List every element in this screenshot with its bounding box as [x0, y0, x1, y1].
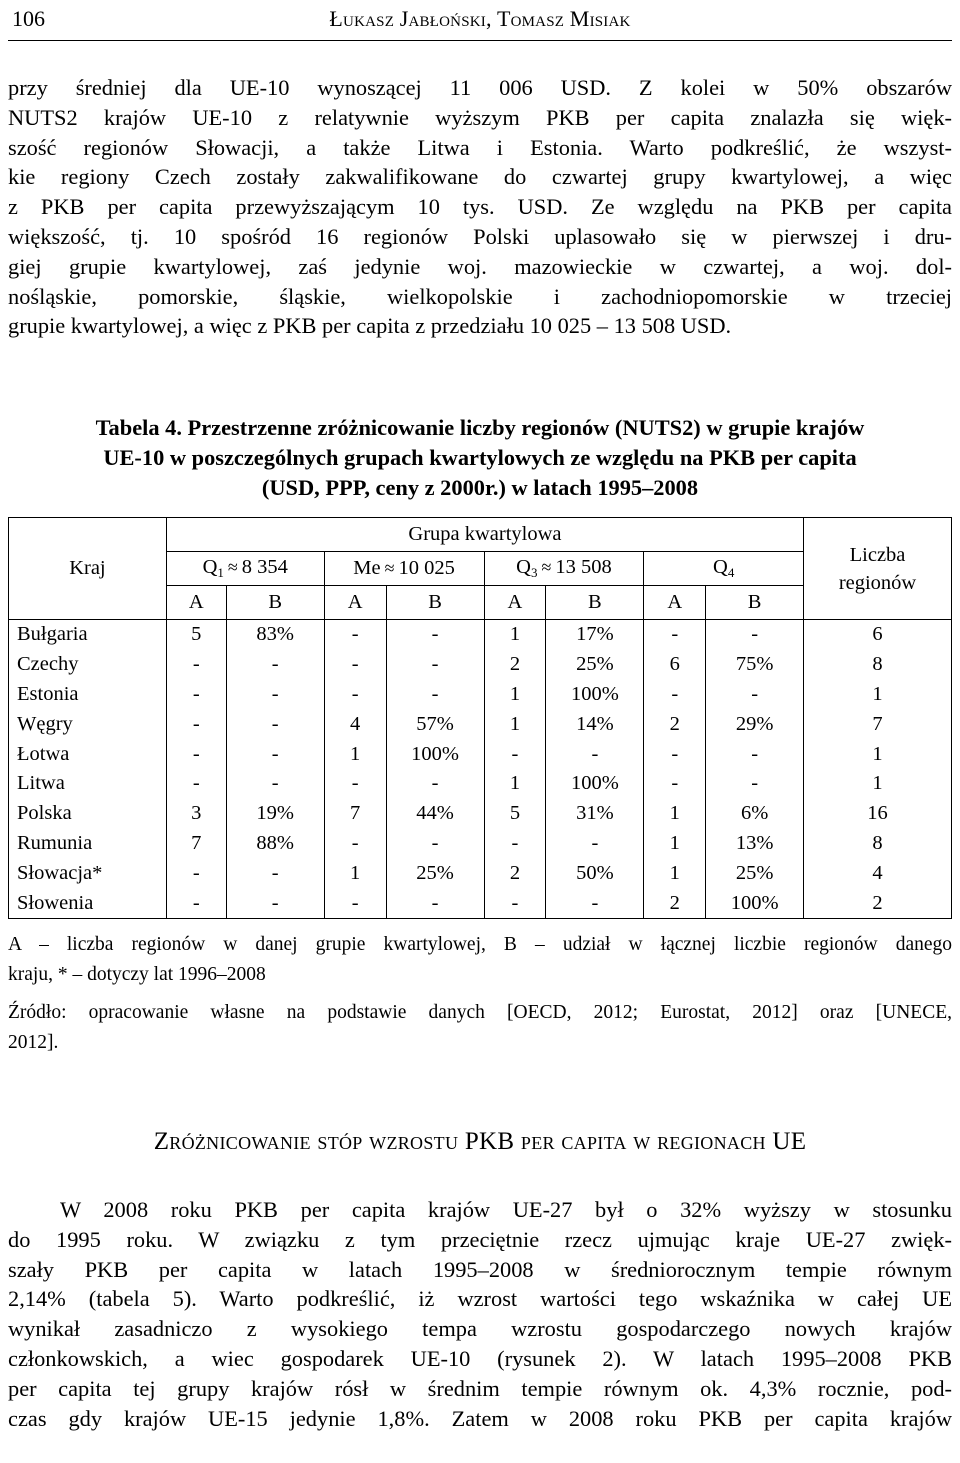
value-cell: 2: [644, 709, 706, 739]
table-row: [9, 620, 952, 650]
value-cell: 57%: [386, 709, 484, 739]
text-line: przy średniej dla UE-10 wynoszącej 11 006 USD. Z kolei w 50% obszarów: [8, 75, 952, 100]
value-cell: 6%: [706, 799, 804, 829]
value-cell: 2: [644, 888, 706, 918]
table-row: [9, 709, 952, 739]
value-cell: -: [226, 858, 324, 888]
source-line: Źródło: opracowanie własne na podstawie danych [OECD, 2012; Eurostat, 2012] oraz [UNECE,: [8, 1002, 952, 1023]
value-cell: 75%: [706, 650, 804, 680]
country-cell: Estonia: [9, 680, 167, 710]
value-cell: -: [324, 888, 386, 918]
value-cell: -: [166, 858, 226, 888]
quartile-header-q1: $Q_1 \approx 8$ 354: [166, 552, 324, 586]
region-count-cell: 1: [804, 769, 952, 799]
table-row: [9, 739, 952, 769]
country-cell: Łotwa: [9, 739, 167, 769]
sub-header-a: A: [166, 586, 226, 620]
value-cell: -: [324, 680, 386, 710]
quartile-table: [8, 517, 952, 919]
text-line: większość, tj. 10 spośród 16 regionów Polski uplasowało się w pierwszej i dru-: [8, 223, 952, 249]
table-notes: [8, 930, 952, 990]
text-line: per capita tej grupy krajów rósł w średnim tempie równym ok. 4,3% rocznie, pod-: [8, 1375, 952, 1401]
text-line: wynikał zasadniczo z wysokiego tempa wzrostu gospodarczego nowych krajów: [8, 1316, 952, 1342]
table-caption: [8, 413, 952, 502]
legend-line: A – liczba regionów w danej grupie kwartylowej, B – udział w łącznej liczbie regionów danego: [8, 934, 952, 955]
region-count-cell: 2: [804, 888, 952, 918]
value-cell: 1: [644, 858, 706, 888]
country-cell: Polska: [9, 799, 167, 829]
value-cell: -: [386, 769, 484, 799]
caption-line: (USD, PPP, ceny z 2000r.) w latach 1995–2008: [261, 474, 699, 500]
value-cell: 83%: [226, 620, 324, 650]
value-cell: -: [166, 739, 226, 769]
sub-header-b: B: [386, 586, 484, 620]
value-cell: 100%: [386, 739, 484, 769]
value-cell: -: [386, 620, 484, 650]
value-cell: -: [226, 739, 324, 769]
text-line: 2,14% (tabela 5). Warto podkreślić, iż wzrost wartości tego wskaźnika w całej UE: [8, 1286, 952, 1312]
value-cell: 25%: [386, 858, 484, 888]
value-cell: -: [386, 650, 484, 680]
value-cell: 31%: [546, 799, 644, 829]
value-cell: -: [484, 829, 546, 859]
value-cell: 100%: [546, 680, 644, 710]
value-cell: 1: [484, 769, 546, 799]
text-line: szały PKB per capita w latach 1995–2008 w średniorocznym tempie równym: [8, 1256, 952, 1282]
text-line: do 1995 roku. W związku z tym przeciętnie rzecz ujmując kraje UE-27 zwięk-: [8, 1226, 952, 1252]
kraj-header: Kraj: [9, 518, 167, 620]
count-header: [804, 518, 952, 620]
region-count-cell: 4: [804, 858, 952, 888]
value-cell: -: [644, 680, 706, 710]
value-cell: -: [324, 829, 386, 859]
text-line: giej grupie kwartylowej, zaś jedynie woj. mazowieckie w czwartej, a woj. dol-: [8, 253, 952, 279]
value-cell: -: [226, 650, 324, 680]
value-cell: -: [546, 829, 644, 859]
section-title: Zróżnicowanie stóp wzrostu PKB per capita w regionach UE: [153, 1128, 807, 1155]
table-row: [9, 680, 952, 710]
value-cell: -: [226, 888, 324, 918]
value-cell: -: [166, 709, 226, 739]
value-cell: 100%: [546, 769, 644, 799]
value-cell: 2: [484, 858, 546, 888]
value-cell: 100%: [706, 888, 804, 918]
value-cell: 1: [644, 799, 706, 829]
value-cell: -: [484, 888, 546, 918]
value-cell: -: [386, 680, 484, 710]
table-row: [9, 888, 952, 918]
value-cell: 14%: [546, 709, 644, 739]
caption-line: UE-10 w poszczególnych grupach kwartylowych ze względu na PKB per capita: [103, 444, 857, 470]
country-cell: Słowenia: [9, 888, 167, 918]
country-cell: Rumunia: [9, 829, 167, 859]
value-cell: -: [546, 888, 644, 918]
sub-header-a: A: [324, 586, 386, 620]
value-cell: 6: [644, 650, 706, 680]
region-count-cell: 8: [804, 650, 952, 680]
value-cell: -: [484, 739, 546, 769]
caption-line: Tabela 4. Przestrzenne zróżnicowanie liczby regionów (NUTS2) w grupie krajów: [95, 415, 865, 440]
region-count-cell: 8: [804, 829, 952, 859]
value-cell: 7: [324, 799, 386, 829]
value-cell: -: [706, 680, 804, 710]
sub-header-a: A: [644, 586, 706, 620]
value-cell: -: [706, 769, 804, 799]
running-title: Łukasz Jabłoński, Tomasz Misiak: [329, 6, 631, 31]
value-cell: -: [706, 620, 804, 650]
quartile-header-me: Me ≈ 10 025: [324, 552, 484, 586]
page-header: [8, 0, 952, 41]
region-count-cell: 16: [804, 799, 952, 829]
value-cell: 13%: [706, 829, 804, 859]
value-cell: -: [644, 620, 706, 650]
region-count-cell: 6: [804, 620, 952, 650]
value-cell: 44%: [386, 799, 484, 829]
text-line: nośląskie, pomorskie, śląskie, wielkopolskie i zachodniopomorskie w trzeciej: [8, 283, 952, 309]
value-cell: -: [166, 769, 226, 799]
group-header: Grupa kwartylowa: [166, 518, 803, 552]
value-cell: -: [226, 709, 324, 739]
value-cell: 5: [484, 799, 546, 829]
text-line: W 2008 roku PKB per capita krajów UE-27 był o 32% wyższy w stosunku: [60, 1197, 952, 1222]
text-line: grupie kwartylowej, a więc z PKB per capita z przedziału 10 025 – 13 508 USD.: [8, 313, 732, 339]
table-row: [9, 769, 952, 799]
value-cell: 7: [166, 829, 226, 859]
table-row: [9, 650, 952, 680]
region-count-cell: 7: [804, 709, 952, 739]
value-cell: 4: [324, 709, 386, 739]
sub-header-a: A: [484, 586, 546, 620]
value-cell: -: [644, 769, 706, 799]
value-cell: -: [166, 650, 226, 680]
source-note: [8, 998, 952, 1058]
text-line: kie regiony Czech zostały zakwalifikowane do czwartej grupy kwartylowej, a więc: [8, 164, 952, 190]
text-line: członkowskich, a wiec gospodarek UE-10 (rysunek 2). W latach 1995–2008 PKB: [8, 1345, 952, 1371]
value-cell: -: [166, 680, 226, 710]
value-cell: 25%: [706, 858, 804, 888]
count-header-text: Liczba regionów: [838, 543, 917, 594]
sub-header-b: B: [546, 586, 644, 620]
country-cell: Słowacja*: [9, 858, 167, 888]
table-row: [9, 799, 952, 829]
value-cell: 19%: [226, 799, 324, 829]
region-count-cell: 1: [804, 680, 952, 710]
value-cell: 1: [644, 829, 706, 859]
value-cell: 1: [484, 709, 546, 739]
value-cell: -: [324, 650, 386, 680]
legend-line: kraju, * – dotyczy lat 1996–2008: [8, 963, 266, 985]
value-cell: 88%: [226, 829, 324, 859]
country-cell: Litwa: [9, 769, 167, 799]
text-line: czas gdy krajów UE-15 jedynie 1,8%. Zatem w 2008 roku PKB per capita krajów: [8, 1405, 952, 1431]
value-cell: 1: [324, 739, 386, 769]
sub-header-b: B: [226, 586, 324, 620]
value-cell: 29%: [706, 709, 804, 739]
value-cell: 25%: [546, 650, 644, 680]
paragraph-1: [8, 73, 952, 341]
value-cell: 2: [484, 650, 546, 680]
quartile-header-q4: $Q_4$: [644, 552, 804, 586]
region-count-cell: 1: [804, 739, 952, 769]
value-cell: 1: [484, 680, 546, 710]
source-line: 2012].: [8, 1031, 59, 1053]
value-cell: -: [644, 739, 706, 769]
value-cell: 1: [484, 620, 546, 650]
value-cell: -: [324, 769, 386, 799]
country-cell: Czechy: [9, 650, 167, 680]
quartile-header-q3: $Q_3 \approx 13$ 508: [484, 552, 644, 586]
value-cell: -: [226, 769, 324, 799]
value-cell: -: [226, 680, 324, 710]
value-cell: 50%: [546, 858, 644, 888]
text-line: szość regionów Słowacji, a także Litwa i Estonia. Warto podkreślić, że wszyst-: [8, 134, 952, 160]
value-cell: -: [706, 739, 804, 769]
value-cell: -: [386, 888, 484, 918]
value-cell: -: [324, 620, 386, 650]
country-cell: Bułgaria: [9, 620, 167, 650]
table-row: [9, 858, 952, 888]
value-cell: 17%: [546, 620, 644, 650]
page-number: 106: [12, 6, 45, 31]
table-row: [9, 829, 952, 859]
country-cell: Węgry: [9, 709, 167, 739]
text-line: z PKB per capita przewyższającym 10 tys. USD. Ze względu na PKB per capita: [8, 194, 952, 220]
text-line: NUTS2 krajów UE-10 z relatywnie wyższym PKB per capita znalazła się więk-: [8, 104, 952, 130]
paragraph-2: [8, 1195, 952, 1433]
value-cell: 3: [166, 799, 226, 829]
value-cell: 1: [324, 858, 386, 888]
value-cell: 5: [166, 620, 226, 650]
value-cell: -: [166, 888, 226, 918]
value-cell: -: [546, 739, 644, 769]
value-cell: -: [386, 829, 484, 859]
table-body: [9, 620, 952, 919]
sub-header-b: B: [706, 586, 804, 620]
